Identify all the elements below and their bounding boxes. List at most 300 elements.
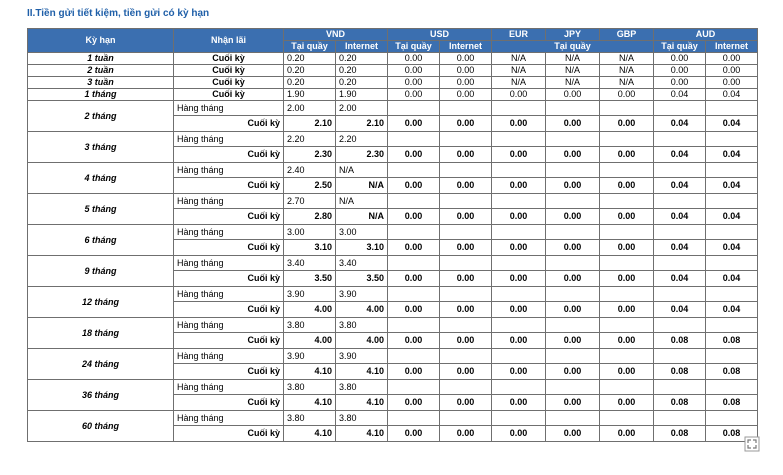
- gbp-cell: 0.00: [600, 395, 654, 411]
- payout-end-cell: Cuối kỳ: [174, 147, 284, 163]
- gbp-cell: 0.00: [600, 147, 654, 163]
- vnd-internet-end-cell: 3.10: [336, 240, 388, 256]
- usd-counter-cell: 0.00: [388, 271, 440, 287]
- empty-cell: [654, 349, 706, 364]
- jpy-cell: N/A: [546, 65, 600, 77]
- payout-end-cell: Cuối kỳ: [174, 178, 284, 194]
- payout-end-cell: Cuối kỳ: [174, 302, 284, 318]
- payout-cell: Cuối kỳ: [174, 53, 284, 65]
- payout-monthly-cell: Hàng tháng: [174, 318, 284, 333]
- term-cell: 18 tháng: [28, 318, 174, 349]
- aud-internet-cell: 0.00: [706, 65, 758, 77]
- empty-cell: [706, 411, 758, 426]
- gbp-cell: N/A: [600, 65, 654, 77]
- payout-cell: Cuối kỳ: [174, 65, 284, 77]
- vnd-counter-monthly-cell: 3.80: [284, 318, 336, 333]
- term-cell: 3 tháng: [28, 132, 174, 163]
- empty-cell: [492, 349, 546, 364]
- aud-internet-cell: 0.04: [706, 240, 758, 256]
- vnd-internet-monthly-cell: 3.90: [336, 349, 388, 364]
- eur-cell: 0.00: [492, 178, 546, 194]
- aud-internet-cell: 0.08: [706, 364, 758, 380]
- jpy-cell: 0.00: [546, 271, 600, 287]
- jpy-cell: 0.00: [546, 333, 600, 349]
- empty-cell: [388, 132, 440, 147]
- empty-cell: [388, 256, 440, 271]
- empty-cell: [706, 287, 758, 302]
- header-jpy: JPY: [546, 29, 600, 41]
- aud-counter-cell: 0.08: [654, 426, 706, 442]
- empty-cell: [492, 132, 546, 147]
- usd-internet-cell: 0.00: [440, 77, 492, 89]
- empty-cell: [388, 101, 440, 116]
- aud-internet-cell: 0.04: [706, 209, 758, 225]
- empty-cell: [546, 163, 600, 178]
- empty-cell: [546, 225, 600, 240]
- header-gbp: GBP: [600, 29, 654, 41]
- empty-cell: [600, 101, 654, 116]
- table-row: [28, 77, 758, 89]
- usd-counter-cell: 0.00: [388, 53, 440, 65]
- header-usd-counter: Tại quầy: [388, 41, 440, 53]
- table-row: [28, 256, 758, 271]
- vnd-internet-end-cell: N/A: [336, 178, 388, 194]
- vnd-counter-monthly-cell: 2.20: [284, 132, 336, 147]
- aud-counter-cell: 0.00: [654, 77, 706, 89]
- empty-cell: [706, 380, 758, 395]
- payout-monthly-cell: Hàng tháng: [174, 163, 284, 178]
- payout-monthly-cell: Hàng tháng: [174, 225, 284, 240]
- eur-cell: N/A: [492, 53, 546, 65]
- eur-cell: 0.00: [492, 271, 546, 287]
- vnd-counter-end-cell: 2.80: [284, 209, 336, 225]
- empty-cell: [600, 225, 654, 240]
- gbp-cell: 0.00: [600, 209, 654, 225]
- aud-internet-cell: 0.04: [706, 89, 758, 101]
- section-title: II.Tiền gửi tiết kiệm, tiền gửi có kỳ hạn: [27, 8, 210, 19]
- empty-cell: [600, 411, 654, 426]
- usd-internet-cell: 0.00: [440, 178, 492, 194]
- jpy-cell: 0.00: [546, 116, 600, 132]
- vnd-counter-end-cell: 3.10: [284, 240, 336, 256]
- empty-cell: [654, 101, 706, 116]
- interest-rate-table: [27, 28, 758, 442]
- gbp-cell: 0.00: [600, 302, 654, 318]
- usd-internet-cell: 0.00: [440, 65, 492, 77]
- header-aud-internet: Internet: [706, 41, 758, 53]
- vnd-internet-monthly-cell: 2.00: [336, 101, 388, 116]
- empty-cell: [440, 287, 492, 302]
- eur-cell: 0.00: [492, 364, 546, 380]
- empty-cell: [654, 318, 706, 333]
- eur-cell: 0.00: [492, 302, 546, 318]
- empty-cell: [706, 132, 758, 147]
- aud-counter-cell: 0.04: [654, 209, 706, 225]
- eur-cell: 0.00: [492, 333, 546, 349]
- usd-counter-cell: 0.00: [388, 77, 440, 89]
- table-row: [28, 287, 758, 302]
- empty-cell: [706, 225, 758, 240]
- table-row: [28, 65, 758, 77]
- empty-cell: [546, 318, 600, 333]
- empty-cell: [546, 132, 600, 147]
- payout-monthly-cell: Hàng tháng: [174, 380, 284, 395]
- aud-internet-cell: 0.04: [706, 271, 758, 287]
- vnd-internet-monthly-cell: 2.20: [336, 132, 388, 147]
- eur-cell: N/A: [492, 65, 546, 77]
- table-row: [28, 318, 758, 333]
- aud-counter-cell: 0.00: [654, 53, 706, 65]
- empty-cell: [546, 194, 600, 209]
- jpy-cell: 0.00: [546, 426, 600, 442]
- eur-cell: 0.00: [492, 426, 546, 442]
- term-cell: 60 tháng: [28, 411, 174, 442]
- empty-cell: [388, 163, 440, 178]
- payout-cell: Cuối kỳ: [174, 89, 284, 101]
- usd-internet-cell: 0.00: [440, 302, 492, 318]
- header-eur-jpy-gbp-counter: Tại quầy: [492, 41, 654, 53]
- vnd-internet-end-cell: 2.30: [336, 147, 388, 163]
- usd-counter-cell: 0.00: [388, 116, 440, 132]
- header-vnd: VND: [284, 29, 388, 41]
- aud-counter-cell: 0.04: [654, 116, 706, 132]
- usd-internet-cell: 0.00: [440, 240, 492, 256]
- fullscreen-icon[interactable]: [744, 436, 760, 452]
- empty-cell: [600, 256, 654, 271]
- vnd-counter-cell: 0.20: [284, 65, 336, 77]
- vnd-counter-monthly-cell: 3.80: [284, 411, 336, 426]
- aud-internet-cell: 0.04: [706, 147, 758, 163]
- empty-cell: [600, 132, 654, 147]
- usd-internet-cell: 0.00: [440, 333, 492, 349]
- vnd-counter-end-cell: 4.00: [284, 333, 336, 349]
- vnd-counter-monthly-cell: 3.90: [284, 287, 336, 302]
- empty-cell: [654, 132, 706, 147]
- empty-cell: [492, 411, 546, 426]
- vnd-internet-monthly-cell: 3.40: [336, 256, 388, 271]
- header-payout: Nhận lãi: [174, 29, 284, 53]
- empty-cell: [546, 380, 600, 395]
- term-cell: 12 tháng: [28, 287, 174, 318]
- usd-counter-cell: 0.00: [388, 240, 440, 256]
- jpy-cell: 0.00: [546, 209, 600, 225]
- term-cell: 2 tuần: [28, 65, 174, 77]
- usd-internet-cell: 0.00: [440, 147, 492, 163]
- gbp-cell: 0.00: [600, 89, 654, 101]
- vnd-counter-monthly-cell: 2.70: [284, 194, 336, 209]
- empty-cell: [546, 411, 600, 426]
- payout-end-cell: Cuối kỳ: [174, 395, 284, 411]
- vnd-internet-end-cell: 4.00: [336, 333, 388, 349]
- header-vnd-internet: Internet: [336, 41, 388, 53]
- vnd-counter-monthly-cell: 2.00: [284, 101, 336, 116]
- empty-cell: [546, 287, 600, 302]
- table-row: [28, 163, 758, 178]
- payout-end-cell: Cuối kỳ: [174, 364, 284, 380]
- aud-internet-cell: 0.04: [706, 302, 758, 318]
- aud-counter-cell: 0.04: [654, 271, 706, 287]
- empty-cell: [600, 349, 654, 364]
- term-cell: 1 tuần: [28, 53, 174, 65]
- payout-monthly-cell: Hàng tháng: [174, 287, 284, 302]
- term-cell: 5 tháng: [28, 194, 174, 225]
- vnd-counter-end-cell: 2.30: [284, 147, 336, 163]
- vnd-counter-end-cell: 4.10: [284, 426, 336, 442]
- rate-table-body: [28, 53, 758, 442]
- vnd-internet-monthly-cell: 3.00: [336, 225, 388, 240]
- payout-end-cell: Cuối kỳ: [174, 209, 284, 225]
- vnd-internet-monthly-cell: 3.80: [336, 380, 388, 395]
- aud-counter-cell: 0.04: [654, 89, 706, 101]
- gbp-cell: 0.00: [600, 271, 654, 287]
- empty-cell: [706, 349, 758, 364]
- usd-counter-cell: 0.00: [388, 147, 440, 163]
- usd-counter-cell: 0.00: [388, 364, 440, 380]
- aud-counter-cell: 0.04: [654, 240, 706, 256]
- empty-cell: [388, 225, 440, 240]
- payout-end-cell: Cuối kỳ: [174, 271, 284, 287]
- empty-cell: [654, 287, 706, 302]
- empty-cell: [546, 256, 600, 271]
- gbp-cell: N/A: [600, 53, 654, 65]
- usd-internet-cell: 0.00: [440, 116, 492, 132]
- empty-cell: [440, 194, 492, 209]
- table-row: [28, 53, 758, 65]
- empty-cell: [440, 132, 492, 147]
- header-usd: USD: [388, 29, 492, 41]
- usd-internet-cell: 0.00: [440, 209, 492, 225]
- empty-cell: [388, 194, 440, 209]
- table-row: [28, 225, 758, 240]
- eur-cell: N/A: [492, 77, 546, 89]
- eur-cell: 0.00: [492, 116, 546, 132]
- vnd-internet-end-cell: 3.50: [336, 271, 388, 287]
- gbp-cell: 0.00: [600, 178, 654, 194]
- payout-monthly-cell: Hàng tháng: [174, 256, 284, 271]
- usd-internet-cell: 0.00: [440, 89, 492, 101]
- vnd-counter-monthly-cell: 3.90: [284, 349, 336, 364]
- usd-counter-cell: 0.00: [388, 178, 440, 194]
- jpy-cell: N/A: [546, 77, 600, 89]
- aud-internet-cell: 0.08: [706, 395, 758, 411]
- vnd-counter-end-cell: 4.10: [284, 364, 336, 380]
- empty-cell: [600, 380, 654, 395]
- jpy-cell: 0.00: [546, 89, 600, 101]
- empty-cell: [600, 287, 654, 302]
- eur-cell: 0.00: [492, 147, 546, 163]
- empty-cell: [706, 256, 758, 271]
- empty-cell: [600, 163, 654, 178]
- payout-end-cell: Cuối kỳ: [174, 426, 284, 442]
- vnd-internet-cell: 1.90: [336, 89, 388, 101]
- term-cell: 24 tháng: [28, 349, 174, 380]
- empty-cell: [492, 101, 546, 116]
- gbp-cell: 0.00: [600, 333, 654, 349]
- vnd-internet-cell: 0.20: [336, 77, 388, 89]
- vnd-counter-end-cell: 4.10: [284, 395, 336, 411]
- vnd-counter-end-cell: 4.00: [284, 302, 336, 318]
- table-row: [28, 194, 758, 209]
- payout-monthly-cell: Hàng tháng: [174, 132, 284, 147]
- empty-cell: [600, 194, 654, 209]
- payout-end-cell: Cuối kỳ: [174, 240, 284, 256]
- empty-cell: [706, 101, 758, 116]
- aud-internet-cell: 0.00: [706, 53, 758, 65]
- term-cell: 6 tháng: [28, 225, 174, 256]
- empty-cell: [492, 318, 546, 333]
- payout-end-cell: Cuối kỳ: [174, 333, 284, 349]
- payout-monthly-cell: Hàng tháng: [174, 101, 284, 116]
- aud-counter-cell: 0.00: [654, 65, 706, 77]
- jpy-cell: 0.00: [546, 240, 600, 256]
- eur-cell: 0.00: [492, 240, 546, 256]
- aud-internet-cell: 0.04: [706, 178, 758, 194]
- usd-counter-cell: 0.00: [388, 426, 440, 442]
- usd-internet-cell: 0.00: [440, 271, 492, 287]
- usd-counter-cell: 0.00: [388, 395, 440, 411]
- empty-cell: [440, 380, 492, 395]
- empty-cell: [492, 256, 546, 271]
- empty-cell: [492, 380, 546, 395]
- jpy-cell: 0.00: [546, 364, 600, 380]
- vnd-internet-end-cell: 4.10: [336, 395, 388, 411]
- empty-cell: [440, 225, 492, 240]
- table-row: [28, 101, 758, 116]
- term-cell: 3 tuần: [28, 77, 174, 89]
- empty-cell: [546, 349, 600, 364]
- usd-counter-cell: 0.00: [388, 302, 440, 318]
- aud-internet-cell: 0.04: [706, 116, 758, 132]
- empty-cell: [654, 225, 706, 240]
- jpy-cell: 0.00: [546, 178, 600, 194]
- jpy-cell: 0.00: [546, 147, 600, 163]
- header-aud: AUD: [654, 29, 758, 41]
- empty-cell: [440, 411, 492, 426]
- empty-cell: [546, 101, 600, 116]
- empty-cell: [388, 380, 440, 395]
- usd-counter-cell: 0.00: [388, 209, 440, 225]
- empty-cell: [440, 256, 492, 271]
- jpy-cell: N/A: [546, 53, 600, 65]
- header-usd-internet: Internet: [440, 41, 492, 53]
- usd-internet-cell: 0.00: [440, 53, 492, 65]
- eur-cell: 0.00: [492, 209, 546, 225]
- empty-cell: [706, 318, 758, 333]
- empty-cell: [654, 380, 706, 395]
- term-cell: 1 tháng: [28, 89, 174, 101]
- empty-cell: [654, 163, 706, 178]
- header-term: Kỳ hạn: [28, 29, 174, 53]
- empty-cell: [492, 194, 546, 209]
- payout-monthly-cell: Hàng tháng: [174, 194, 284, 209]
- gbp-cell: 0.00: [600, 426, 654, 442]
- table-row: [28, 411, 758, 426]
- vnd-internet-monthly-cell: N/A: [336, 163, 388, 178]
- table-row: [28, 380, 758, 395]
- eur-cell: 0.00: [492, 89, 546, 101]
- empty-cell: [492, 225, 546, 240]
- vnd-internet-end-cell: 2.10: [336, 116, 388, 132]
- payout-monthly-cell: Hàng tháng: [174, 411, 284, 426]
- aud-internet-cell: 0.00: [706, 77, 758, 89]
- aud-counter-cell: 0.08: [654, 395, 706, 411]
- term-cell: 2 tháng: [28, 101, 174, 132]
- jpy-cell: 0.00: [546, 302, 600, 318]
- aud-counter-cell: 0.04: [654, 302, 706, 318]
- usd-counter-cell: 0.00: [388, 65, 440, 77]
- empty-cell: [388, 318, 440, 333]
- header-aud-counter: Tại quầy: [654, 41, 706, 53]
- usd-counter-cell: 0.00: [388, 89, 440, 101]
- jpy-cell: 0.00: [546, 395, 600, 411]
- vnd-counter-monthly-cell: 3.40: [284, 256, 336, 271]
- payout-end-cell: Cuối kỳ: [174, 116, 284, 132]
- empty-cell: [388, 287, 440, 302]
- gbp-cell: N/A: [600, 77, 654, 89]
- vnd-internet-monthly-cell: 3.80: [336, 411, 388, 426]
- empty-cell: [492, 163, 546, 178]
- empty-cell: [654, 256, 706, 271]
- vnd-counter-end-cell: 2.10: [284, 116, 336, 132]
- payout-monthly-cell: Hàng tháng: [174, 349, 284, 364]
- vnd-counter-monthly-cell: 3.00: [284, 225, 336, 240]
- empty-cell: [388, 411, 440, 426]
- header-eur: EUR: [492, 29, 546, 41]
- term-cell: 36 tháng: [28, 380, 174, 411]
- gbp-cell: 0.00: [600, 364, 654, 380]
- usd-internet-cell: 0.00: [440, 364, 492, 380]
- vnd-internet-monthly-cell: N/A: [336, 194, 388, 209]
- vnd-counter-cell: 1.90: [284, 89, 336, 101]
- aud-internet-cell: 0.08: [706, 426, 758, 442]
- empty-cell: [600, 318, 654, 333]
- gbp-cell: 0.00: [600, 240, 654, 256]
- usd-internet-cell: 0.00: [440, 395, 492, 411]
- aud-counter-cell: 0.08: [654, 333, 706, 349]
- term-cell: 4 tháng: [28, 163, 174, 194]
- table-row: [28, 89, 758, 101]
- vnd-internet-cell: 0.20: [336, 65, 388, 77]
- vnd-internet-end-cell: N/A: [336, 209, 388, 225]
- aud-internet-cell: 0.08: [706, 333, 758, 349]
- vnd-internet-end-cell: 4.10: [336, 426, 388, 442]
- usd-counter-cell: 0.00: [388, 333, 440, 349]
- empty-cell: [440, 101, 492, 116]
- vnd-counter-end-cell: 3.50: [284, 271, 336, 287]
- vnd-counter-monthly-cell: 3.80: [284, 380, 336, 395]
- empty-cell: [654, 194, 706, 209]
- vnd-internet-monthly-cell: 3.80: [336, 318, 388, 333]
- empty-cell: [492, 287, 546, 302]
- empty-cell: [706, 163, 758, 178]
- vnd-internet-cell: 0.20: [336, 53, 388, 65]
- vnd-counter-end-cell: 2.50: [284, 178, 336, 194]
- table-row: [28, 349, 758, 364]
- term-cell: 9 tháng: [28, 256, 174, 287]
- vnd-counter-monthly-cell: 2.40: [284, 163, 336, 178]
- vnd-internet-end-cell: 4.10: [336, 364, 388, 380]
- payout-cell: Cuối kỳ: [174, 77, 284, 89]
- aud-counter-cell: 0.08: [654, 364, 706, 380]
- empty-cell: [440, 349, 492, 364]
- eur-cell: 0.00: [492, 395, 546, 411]
- empty-cell: [440, 163, 492, 178]
- vnd-counter-cell: 0.20: [284, 53, 336, 65]
- aud-counter-cell: 0.04: [654, 147, 706, 163]
- empty-cell: [706, 194, 758, 209]
- empty-cell: [654, 411, 706, 426]
- vnd-internet-monthly-cell: 3.90: [336, 287, 388, 302]
